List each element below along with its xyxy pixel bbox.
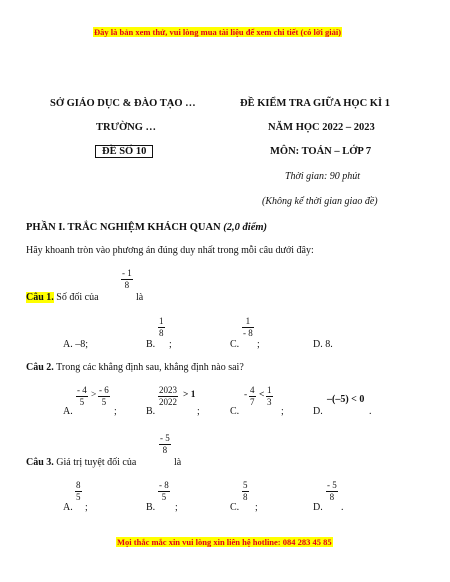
- q2-c-minus: -: [244, 390, 248, 400]
- numerator: - 8: [159, 480, 169, 490]
- q3-option-d-tail: .: [341, 502, 344, 513]
- exam-code: ĐỀ SỐ 10: [95, 145, 153, 158]
- q1-frac-numerator: - 1: [122, 268, 132, 278]
- q2-d-expression: –(–5) < 0: [327, 394, 365, 405]
- q1-option-b-key[interactable]: B.: [146, 339, 156, 350]
- q1-tail: là: [136, 292, 144, 303]
- q3-option-c-tail: ;: [255, 502, 258, 513]
- q3-option-a-tail: ;: [85, 502, 88, 513]
- q1-label: Câu 1.: [26, 292, 54, 303]
- q1-option-b-tail: ;: [169, 339, 172, 350]
- question-3: [26, 457, 136, 468]
- q2-a-fraction-2: [98, 385, 110, 408]
- q3-option-c-key[interactable]: C.: [230, 502, 240, 513]
- numerator: 2023: [159, 385, 177, 395]
- exam-title: ĐỀ KIỂM TRA GIỮA HỌC KÌ 1: [240, 98, 390, 109]
- q2-option-a-tail: ;: [114, 406, 117, 417]
- q3-option-b-key[interactable]: B.: [146, 502, 156, 513]
- denominator: 5: [79, 397, 85, 407]
- q3-a-fraction: [75, 480, 82, 503]
- hotline-banner: Mọi thắc mắc xin vui lòng xin liên hệ hotline: 084 283 45 85: [117, 537, 332, 547]
- q1-option-c-tail: ;: [257, 339, 260, 350]
- q2-c-fraction-1: [249, 385, 256, 408]
- denominator: 7: [250, 397, 255, 407]
- q1-option-b-fraction: [158, 316, 165, 339]
- school-year: NĂM HỌC 2022 – 2023: [268, 122, 375, 133]
- denominator: 5: [76, 492, 81, 502]
- exam-duration: Thời gian: 90 phút: [285, 171, 361, 182]
- q3-d-fraction: [326, 480, 338, 503]
- denominator: 8: [159, 328, 164, 338]
- subject-grade: MÔN: TOÁN – LỚP 7: [270, 146, 372, 157]
- school-name: TRƯỜNG …: [96, 122, 156, 133]
- q3-text: Giá trị tuyệt đối của: [56, 457, 137, 468]
- numerator: 4: [250, 385, 255, 395]
- q2-option-c-tail: ;: [281, 406, 284, 417]
- section-instruction: Hãy khoanh tròn vào phương án đúng duy nhất trong mỗi câu dưới đây:: [26, 245, 314, 256]
- numerator: 5: [243, 480, 248, 490]
- numerator: 1: [267, 385, 272, 395]
- numerator: 1: [245, 316, 251, 326]
- section-heading: [26, 222, 267, 233]
- section-title: PHẦN I. TRẮC NGHIỆM KHÁCH QUAN: [26, 222, 221, 233]
- option-text: 8.: [325, 339, 333, 350]
- department-name: SỞ GIÁO DỤC & ĐÀO TẠO …: [50, 98, 196, 109]
- option-key: A.: [63, 339, 73, 350]
- option-text: –8;: [75, 339, 89, 350]
- q2-b-operator: > 1: [183, 390, 196, 400]
- q3-c-fraction: [242, 480, 249, 503]
- q2-option-a-key[interactable]: A.: [63, 406, 73, 417]
- preview-banner: Đây là bản xem thử, vui lòng mua tài liệu để xem chi tiết (có lời giải): [94, 27, 342, 37]
- q3-tail: là: [174, 457, 182, 468]
- q2-c-fraction-2: [266, 385, 273, 408]
- denominator: 5: [101, 397, 107, 407]
- q1-option-a[interactable]: [63, 339, 88, 350]
- q3-option-d-key[interactable]: D.: [313, 502, 323, 513]
- numerator: - 4: [77, 385, 87, 395]
- q1-frac-denominator: 8: [124, 280, 130, 290]
- q1-fraction: [121, 268, 133, 291]
- numerator: 8: [76, 480, 81, 490]
- q2-label: Câu 2.: [26, 362, 54, 373]
- question-1: [26, 292, 99, 303]
- q2-a-fraction-1: [76, 385, 88, 408]
- duration-note: (Không kể thời gian giao đề): [262, 196, 378, 207]
- q3-option-a-key[interactable]: A.: [63, 502, 73, 513]
- numerator: - 6: [99, 385, 109, 395]
- question-2: [26, 362, 244, 373]
- q2-option-c-key[interactable]: C.: [230, 406, 240, 417]
- q2-a-operator: >: [91, 390, 97, 400]
- denominator: 8: [243, 492, 248, 502]
- q3-b-fraction: [158, 480, 170, 503]
- q3-option-b-tail: ;: [175, 502, 178, 513]
- section-points: (2,0 điểm): [223, 222, 268, 233]
- q2-b-fraction: [158, 385, 178, 408]
- q3-label: Câu 3.: [26, 457, 54, 468]
- denominator: 8: [329, 492, 335, 502]
- q1-option-d[interactable]: [313, 339, 333, 350]
- q2-c-operator: <: [259, 390, 265, 400]
- q3-frac-numerator: - 5: [160, 433, 170, 443]
- q2-option-d-tail: .: [369, 406, 372, 417]
- q2-option-b-tail: ;: [197, 406, 200, 417]
- q3-fraction: [159, 433, 171, 456]
- denominator: 3: [267, 397, 272, 407]
- denominator: 5: [161, 492, 167, 502]
- numerator: 1: [159, 316, 164, 326]
- q2-option-b-key[interactable]: B.: [146, 406, 156, 417]
- option-key: D.: [313, 339, 323, 350]
- q2-text: Trong các khẳng định sau, khẳng định nào sai?: [56, 362, 244, 373]
- denominator: - 8: [243, 328, 253, 338]
- q2-option-d-key[interactable]: D.: [313, 406, 323, 417]
- q1-option-c-fraction: [242, 316, 254, 339]
- numerator: - 5: [327, 480, 337, 490]
- denominator: 2022: [159, 397, 177, 407]
- q1-option-c-key[interactable]: C.: [230, 339, 240, 350]
- q3-frac-denominator: 8: [162, 445, 168, 455]
- q1-text: Số đối của: [56, 292, 99, 303]
